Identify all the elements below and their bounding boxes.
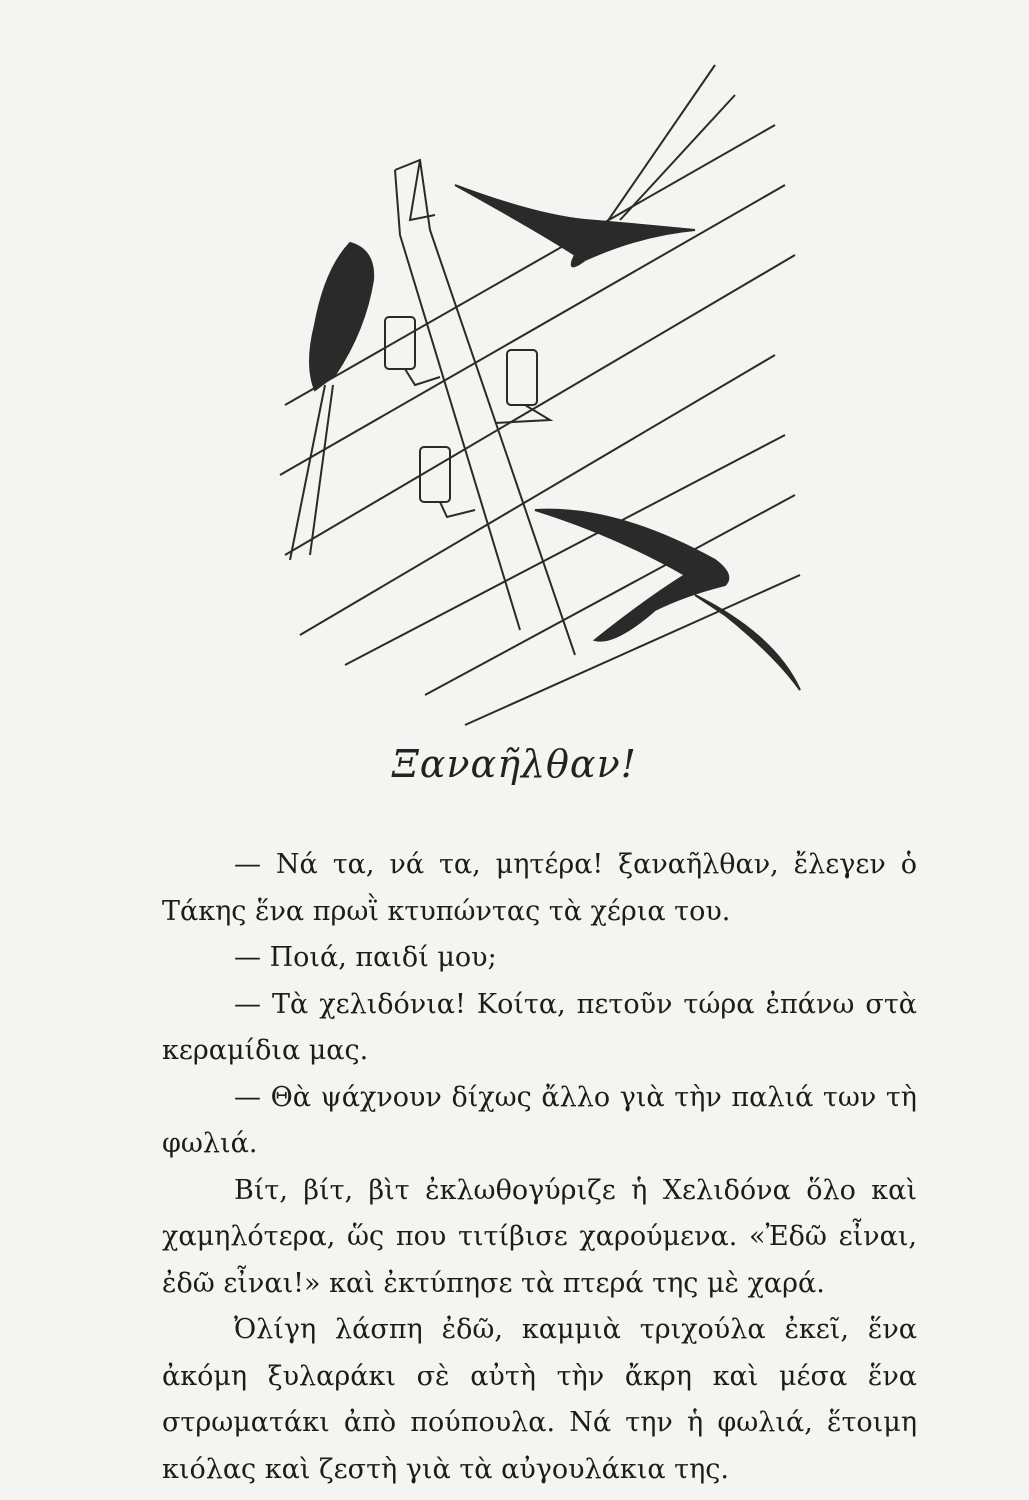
insulator <box>420 447 450 502</box>
insulator-bracket <box>495 405 550 423</box>
swallow-tail <box>605 65 715 225</box>
insulator <box>385 317 415 369</box>
paragraph: — Τὰ χελιδόνια! Κοίτα, πετοῦν τώρα ἐπάνω στὰ κεραμίδια μας. <box>162 988 917 1066</box>
paragraph: — Θὰ ψάχνουν δίχως ἄλλο γιὰ τὴν παλιά των τὴ φωλιά. <box>162 1081 917 1159</box>
wire-line <box>465 575 800 725</box>
paragraph: — Ποιά, παιδί μου; <box>234 942 497 973</box>
wire-line <box>345 435 785 665</box>
paragraph: — Νά τα, νά τα, μητέρα! ξαναῆλθαν, ἔλεγεν ὁ Τάκης ἕνα πρωῒ κτυπώντας τὰ χέρια του. <box>162 849 917 927</box>
swallow-wing <box>695 595 800 690</box>
paragraph: Ὀλίγη λάσπη ἐδῶ, καμμιὰ τριχούλα ἐκεῖ, ἕνα ἀκόμη ξυλαράκι σὲ αὐτὴ τὴν ἄκρη καὶ μέσα ἕνα στρωματάκι ἀπὸ πούπουλα. Νά την ἡ φωλιά, ἕτοιμη κιόλας καὶ ζεστὴ γιὰ τὰ αὐγουλάκια της. <box>162 1314 917 1485</box>
story-text <box>162 842 917 1493</box>
swallows-illustration <box>255 55 815 735</box>
insulator <box>507 350 537 405</box>
paragraph: Βίτ, βίτ, βὶτ ἐκλωθογύριζε ἡ Χελιδόνα ὅλο καὶ χαμηλότερα, ὥς που τιτίβισε χαρούμενα. «Ἐδῶ εἶναι, ἐδῶ εἶναι!» καὶ ἐκτύπησε τὰ πτερά της μὲ χαρά. <box>162 1174 917 1299</box>
perched-swallow <box>310 243 373 390</box>
pole-edge <box>395 170 520 630</box>
insulator-bracket <box>440 502 475 517</box>
flying-swallow-top <box>455 185 695 266</box>
pole-top <box>410 160 435 220</box>
page-title: Ξαναῆλθαν! <box>392 742 637 786</box>
insulator-bracket <box>405 369 440 385</box>
swallows-on-wires-drawing <box>255 55 815 735</box>
